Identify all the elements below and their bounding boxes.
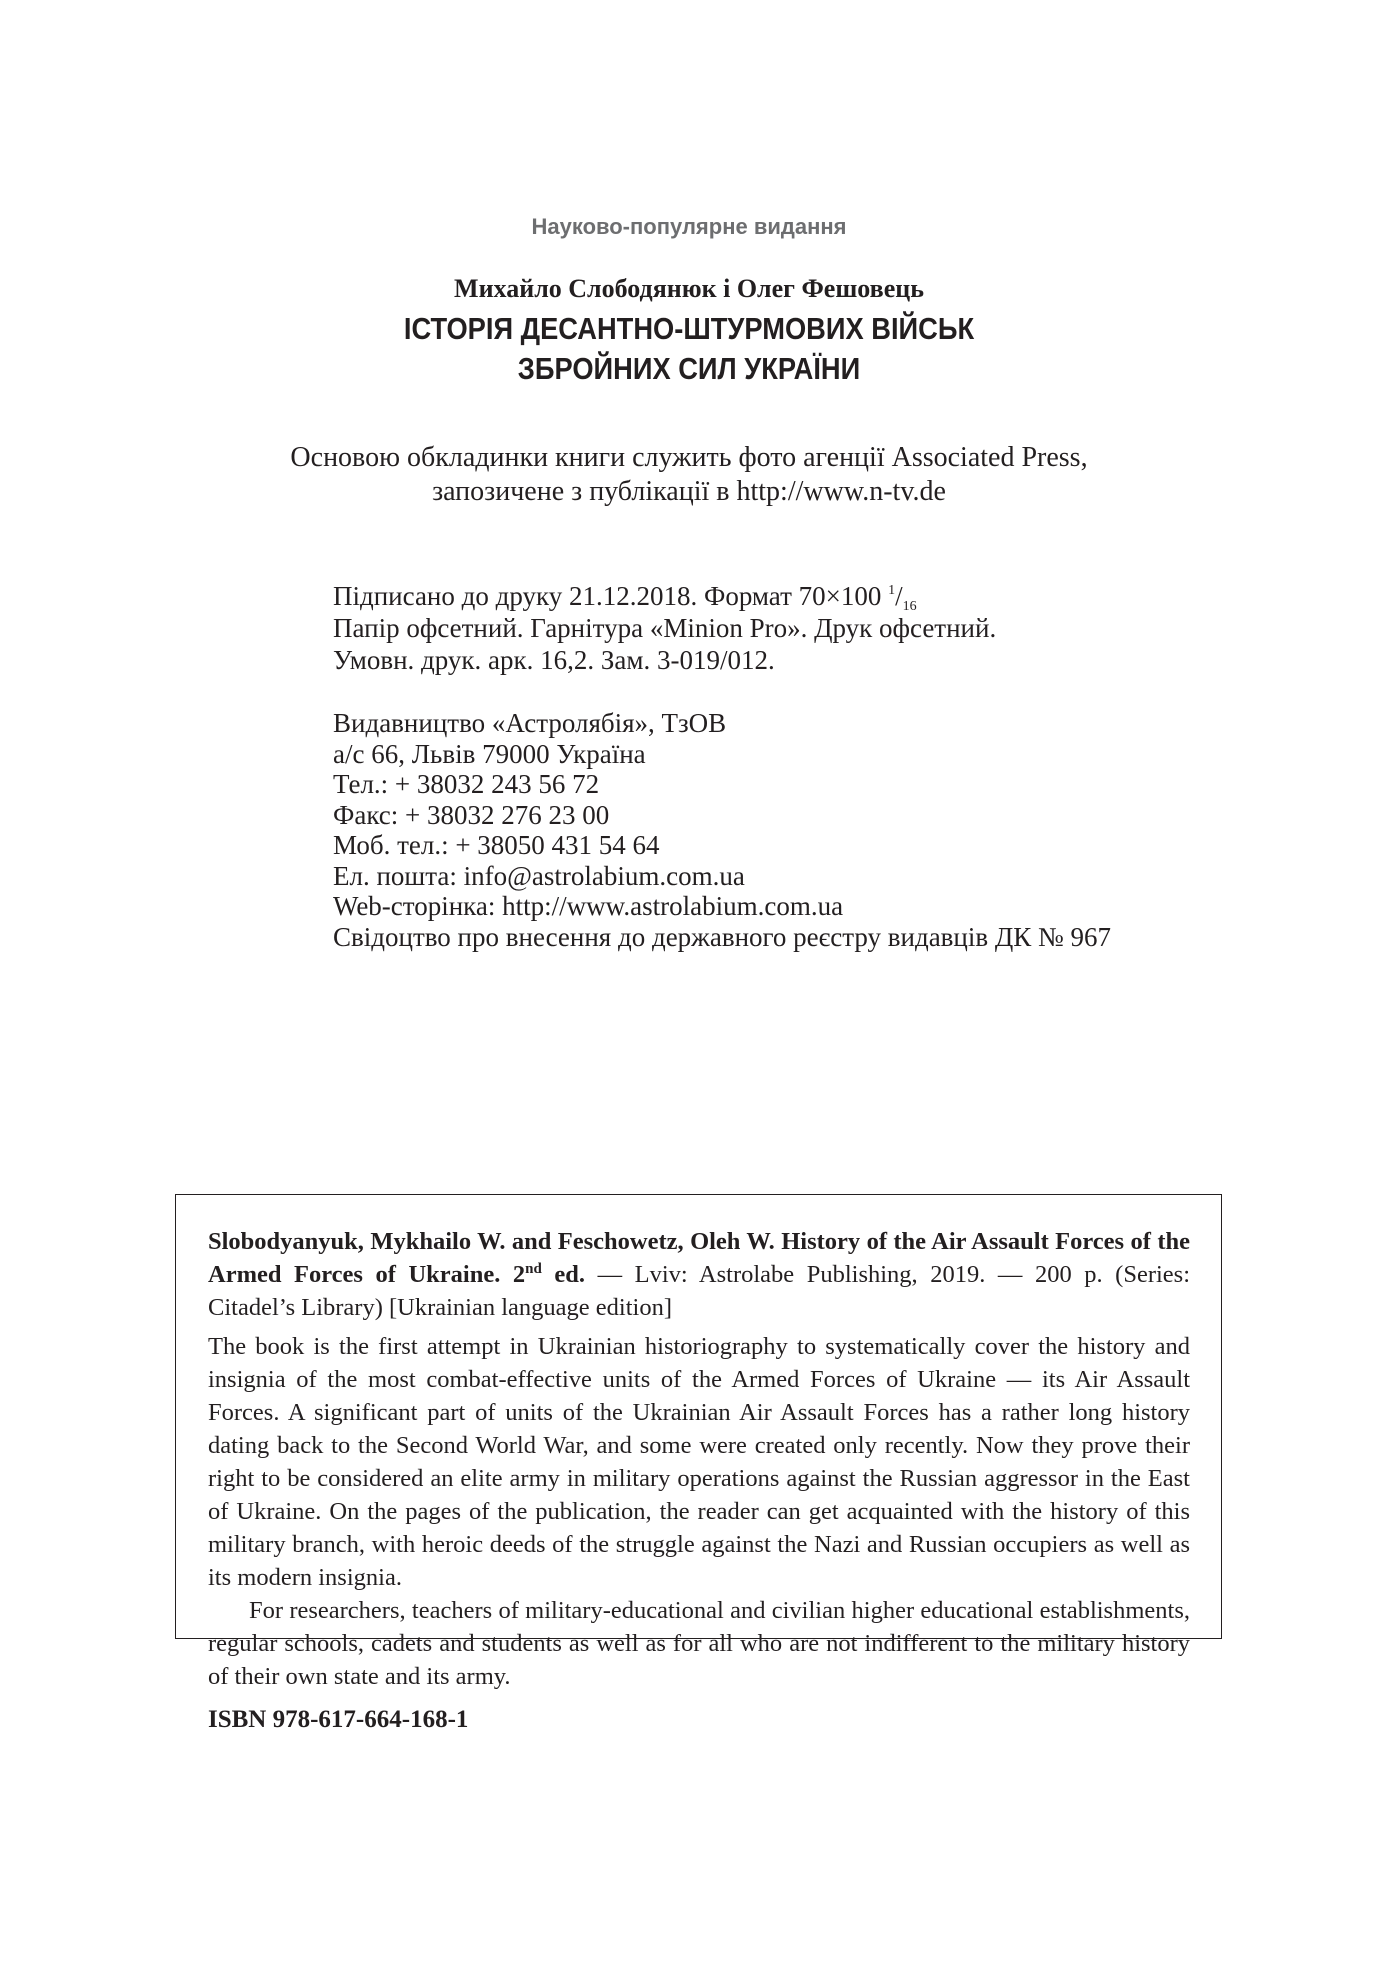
imprint-line-3: Умовн. друк. арк. 16,2. Зам. 3-019/012. [333,645,775,675]
edition-ordinal: nd [525,1261,542,1277]
genre-label: Науково-популярне видання [531,214,847,239]
bibliographic-box [175,1194,1222,1733]
publisher-phone: Тел.: + 38032 243 56 72 [333,769,600,799]
publisher-fax: Факс: + 38032 276 23 00 [333,799,610,830]
publisher-name: Видавництво «Астролябія», ТзОВ [333,708,727,738]
citation-details: — Lviv: Astrolabe Publishing, 2019. — 200 p. (Series: Citadel’s Library) [Ukrainian language edition] [208,1261,1191,1321]
bibliographic-content [208,1225,1190,1736]
publisher-email: Ел. пошта: info@astrolabium.com.ua [333,860,745,891]
format-numerator: 1 [888,583,896,598]
cover-note-line-2: запозичене з публікації в http://www.n-tv.de [432,476,946,507]
edition-label: ed. [541,1261,586,1288]
format-denominator: 16 [902,599,917,614]
book-title [83,309,1296,389]
title-line-2: ЗБРОЙНИХ СИЛ УКРАЇНИ [517,351,861,386]
imprint-sign-date: Підписано до друку 21.12.2018. Формат 70×100 [333,581,889,611]
publisher-info [333,708,1233,952]
publisher-address: а/с 66, Львів 79000 Україна [333,738,646,769]
cover-note-line-1: Основою обкладинки книги служить фото агенції Associated Press, [290,442,1088,473]
print-imprint [333,580,1233,676]
imprint-line-2: Папір офсетний. Гарнітура «Minion Pro». Друк офсетний. [333,613,997,643]
imprint-line-1 [333,580,1233,612]
publisher-mobile: Моб. тел.: + 38050 431 54 64 [333,830,660,860]
audience-paragraph: For researchers, teachers of military-educational and civilian higher educational establishments, regular schools, cadets and students as well as for all who are not indifferent to the military history of their own state and its army. [208,1597,1190,1690]
publisher-website: Web-сторінка: http://www.astrolabium.com.ua [333,891,844,921]
abstract-paragraph: The book is the first attempt in Ukrainian historiography to systematically cover the history and insignia of the most combat-effective units of the Armed Forces of Ukraine — its Air Assault Forces. A significant part of units of the Ukrainian Air Assault Forces has a rather long history dating back to the Second World War, and some were created only recently. Now they prove their right to be considered an elite army in military operations against the Russian aggressor in the East of Ukraine. On the pages of the publication, the reader can get acquainted with the history of this military branch, with heroic deeds of the struggle against the Nazi and Russian occupiers as well as its modern insignia. [208,1333,1190,1591]
publisher-registry: Свідоцтво про внесення до державного реєстру видавців ДК № 967 [333,921,1112,952]
cover-photo-note [0,441,1378,509]
book-authors: Михайло Слободянюк і Олег Фешовець [454,274,924,303]
citation-title: Slobodyanyuk, Mykhailo W. and Feschowetz, Oleh W. History of the Air Assault Forces of the Armed Forces of Ukraine. 2 [208,1228,1190,1288]
isbn: ISBN 978-617-664-168-1 [208,1706,469,1733]
title-line-1: ІСТОРІЯ ДЕСАНТНО-ШТУРМОВИХ ВІЙСЬК [403,311,975,346]
format-slash: / [895,581,903,611]
citation [208,1225,1190,1324]
